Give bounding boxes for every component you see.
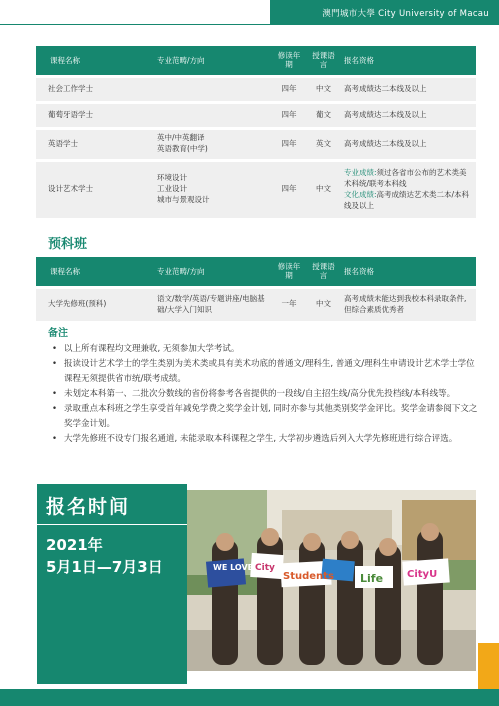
course-lang: 中文 xyxy=(307,76,340,102)
course-name: 社会工作学士 xyxy=(36,76,153,102)
sign-we-love: WE LOVE xyxy=(213,563,254,572)
course-scope: 环境设计 工业设计 城市与景观设计 xyxy=(153,160,271,218)
students-photo-illustration xyxy=(187,490,476,671)
list-item: • 录取重点本科班之学生享受首年减免学费之奖学金计划, 同时亦参与其他类别奖学金评比。奖学金请参阅下文之奖学金计划。 xyxy=(50,402,480,432)
header-title: 澳門城市大學 City University of Macau xyxy=(322,8,489,19)
course-scope: 语文/数学/英语/专题讲座/电脑基础/大学入门知识 xyxy=(153,287,271,321)
course-scope: 英中/中英翻译 英语教育(中学) xyxy=(153,128,271,160)
sign-city: City xyxy=(255,563,275,573)
students-photo xyxy=(187,490,476,671)
sign-students: Students xyxy=(283,571,334,582)
accent-block xyxy=(478,643,499,689)
course-req: 高考成绩未能达到我校本科录取条件, 但综合素质优秀者 xyxy=(340,287,476,321)
table-row xyxy=(36,128,476,160)
col-header-years: 修读年期 xyxy=(271,257,307,287)
footer-bar xyxy=(0,689,499,706)
col-header-scope: 专业范畴/方向 xyxy=(153,257,271,287)
course-scope xyxy=(153,102,271,128)
course-req: 高考成绩达二本线及以上 xyxy=(340,128,476,160)
course-req xyxy=(340,160,476,218)
col-header-scope: 专业范畴/方向 xyxy=(153,46,271,76)
course-years: 四年 xyxy=(271,76,307,102)
req-professional: 须过各省市公布的艺术类美术科统/联考本科线 xyxy=(344,168,467,188)
table-row xyxy=(36,76,476,102)
course-name: 英语学士 xyxy=(36,128,153,160)
registration-dates xyxy=(46,534,163,578)
course-lang: 葡文 xyxy=(307,102,340,128)
col-header-req: 报名资格 xyxy=(340,257,476,287)
registration-divider xyxy=(37,524,187,525)
course-lang: 英文 xyxy=(307,128,340,160)
col-header-lang: 授课语言 xyxy=(307,257,340,287)
course-req: 高考成绩达二本线及以上 xyxy=(340,102,476,128)
list-item: • 以上所有课程均文理兼收, 无须参加大学考试。 xyxy=(50,342,480,357)
course-scope xyxy=(153,76,271,102)
course-lang: 中文 xyxy=(307,287,340,321)
course-years: 一年 xyxy=(271,287,307,321)
course-req: 高考成绩达二本线及以上 xyxy=(340,76,476,102)
course-lang: 中文 xyxy=(307,160,340,218)
registration-year: 2021年 xyxy=(46,536,103,554)
registration-box xyxy=(37,484,187,684)
registration-title: 报名时间 xyxy=(46,496,131,518)
sign-cityu: CityU xyxy=(407,569,438,580)
table-header-row xyxy=(36,46,476,76)
header-rule xyxy=(0,24,270,25)
course-years: 四年 xyxy=(271,128,307,160)
col-header-name: 课程名称 xyxy=(36,257,153,287)
registration-range: 5月1日—7月3日 xyxy=(46,558,163,576)
prep-section-title: 预科班 xyxy=(48,237,88,252)
header-bar xyxy=(270,0,499,25)
notes-list xyxy=(50,342,480,447)
list-item: • 大学先修班不设专门报名通道, 未能录取本科课程之学生, 大学初步遴选后列入大学先修班进行综合评选。 xyxy=(50,432,480,447)
course-years: 四年 xyxy=(271,102,307,128)
table-row xyxy=(36,287,476,321)
bachelor-table xyxy=(36,46,476,218)
col-header-years: 修读年期 xyxy=(271,46,307,76)
prep-table xyxy=(36,257,476,321)
req-label-cultural: 文化成绩: xyxy=(344,189,377,199)
list-item: • 未划定本科第一、二批次分数线的省份将参考各省提供的一段线/自主招生线/高分优先投档线/本科线等。 xyxy=(50,387,480,402)
req-cultural: 高考成绩达艺术类二本/本科线及以上 xyxy=(344,189,470,210)
course-name: 葡萄牙语学士 xyxy=(36,102,153,128)
table-row xyxy=(36,160,476,218)
col-header-lang: 授课语言 xyxy=(307,46,340,76)
col-header-name: 课程名称 xyxy=(36,46,153,76)
req-label-professional: 专业成绩: xyxy=(344,168,377,177)
course-years: 四年 xyxy=(271,160,307,218)
sign-life: Life xyxy=(360,572,384,585)
table-row xyxy=(36,102,476,128)
col-header-req: 报名资格 xyxy=(340,46,476,76)
table-header-row xyxy=(36,257,476,287)
course-name: 设计艺术学士 xyxy=(36,160,153,218)
course-name: 大学先修班(预科) xyxy=(36,287,153,321)
list-item: • 报读设计艺术学士的学生类别为美术类或具有美术功底的普通文/理科生, 普通文/理科生申请设计艺术学士学位课程无须提供省市统/联考成绩。 xyxy=(50,357,480,387)
notes-title: 备注 xyxy=(48,328,68,339)
